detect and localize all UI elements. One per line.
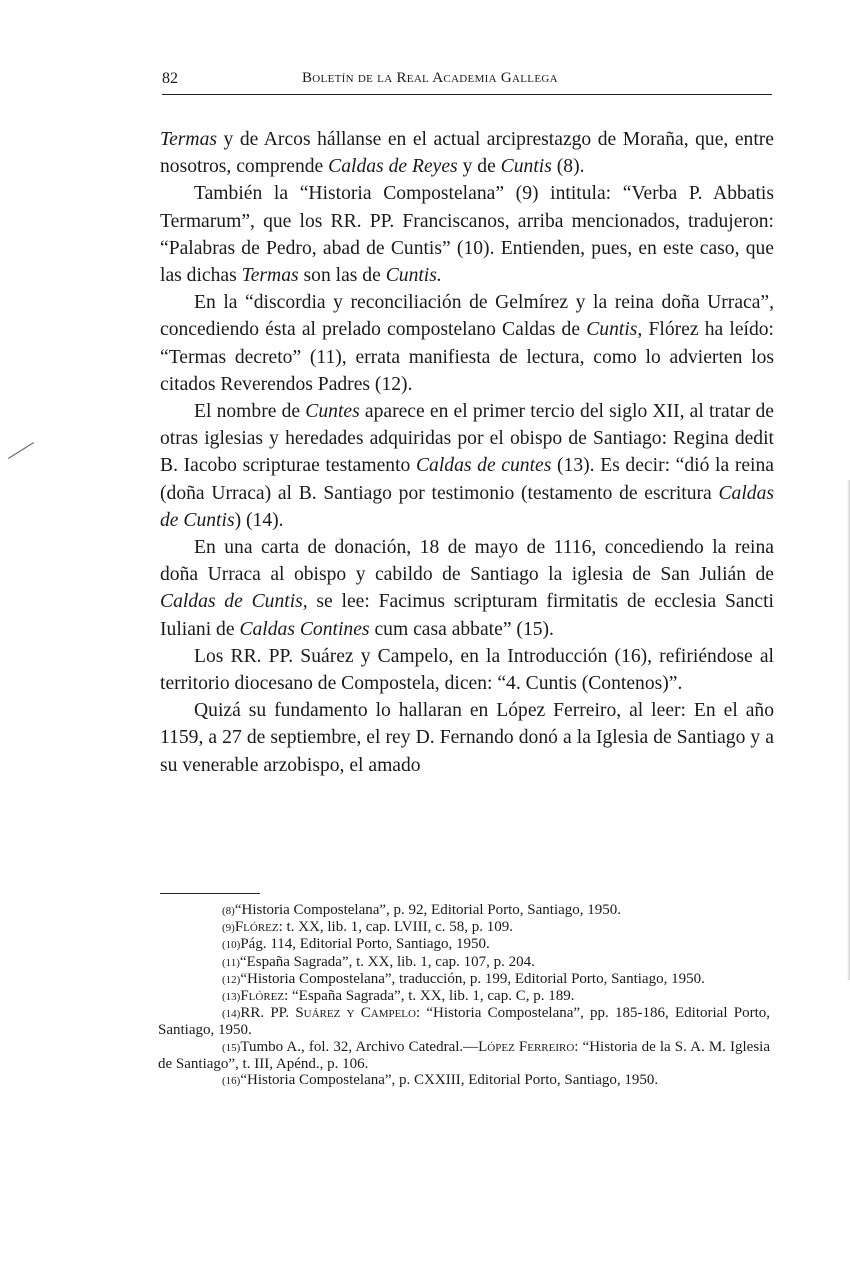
italic-term: Caldas de cuntes: [415, 455, 552, 477]
footnote-number: (11): [222, 956, 240, 969]
italic-term: Termas: [160, 129, 217, 150]
text-run: En una carta de donación, 18 de mayo de 1116, concediendo la reina doña Urraca al obispo y cabildo de Santiago la iglesia de San Julián de: [160, 537, 774, 586]
italic-term: Cuntis,: [586, 319, 643, 341]
text-run: Los RR. PP. Suárez y Campelo, en la Introducción (16), refiriéndose al territorio diocesano de Compostela, dicen: “4. Cuntis (Contenos)”.: [160, 645, 774, 695]
text-run: También la “Historia Compostelana” (9) intitula: “Verba P. Abbatis Termarum”, que los RR. PP. Franciscanos, arriba mencionados, tradujeron: “Palabras de Pedro, abad de Cuntis” (10). Entienden, pues, en este caso, que las dichas: [160, 183, 774, 287]
footnote: [158, 902, 770, 919]
paragraph: [160, 398, 774, 534]
footnote-number: (14): [222, 1008, 241, 1021]
italic-term: Cuntes: [305, 401, 360, 423]
paragraph: [160, 126, 774, 180]
paragraph: [160, 697, 774, 779]
text-run: Quizá su fundamento lo hallaran en López Ferreiro, al leer: En el año 1159, a 27 de septiembre, el rey D. Fernando donó a la Iglesia de Santiago y a su venerable arzobispo, el amado: [160, 700, 774, 776]
footnote-text: Tumbo A., fol. 32, Archivo Catedral.—: [240, 1038, 479, 1055]
footnote-text: Pág. 114, Editorial Porto, Santiago, 1950.: [240, 936, 490, 953]
footnote-author: López Ferreiro: [478, 1038, 575, 1055]
footnote: [158, 919, 770, 936]
italic-term: Caldas Contines: [239, 618, 370, 640]
footnote-number: (12): [222, 973, 241, 986]
page-number: 82: [162, 70, 178, 87]
footnote-author: Flórez: [240, 988, 285, 1005]
text-run: ) (14).: [234, 509, 284, 531]
footnote-text: : “Historia Compostelana”, pp. 185-186, Editorial Porto, Santiago, 1950.: [158, 1005, 770, 1039]
footnote-author: RR. PP. Suárez y Campelo: [240, 1005, 416, 1022]
footnote-text: “España Sagrada”, t. XX, lib. 1, cap. 107, p. 204.: [239, 953, 535, 970]
footnote-number: (9): [222, 922, 235, 935]
text-run: y de Arcos hállanse en el actual arciprestazgo de Moraña, que, entre nosotros, comprende: [160, 129, 774, 178]
footnotes: [158, 902, 770, 1089]
footnote-divider: [160, 893, 260, 894]
footnote-text: : “Historia de la S. A. M. Iglesia de Santiago”, t. III, Apénd., p. 106.: [158, 1038, 770, 1072]
footnote: [158, 1039, 770, 1072]
text-run: En la “discordia y reconciliación de Gelmírez y la reina doña Urraca”, concediendo ésta al prelado compostelano Caldas de: [160, 292, 774, 341]
footnote: [158, 988, 770, 1005]
paragraph: [160, 534, 774, 643]
footnote-number: (8): [222, 905, 235, 917]
text-run: y de: [457, 156, 501, 178]
footnote-text: “Historia Compostelana”, traducción, p. 199, Editorial Porto, Santiago, 1950.: [240, 970, 705, 987]
text-run: (8).: [551, 156, 585, 178]
paragraph: [160, 643, 774, 697]
text-run: cum casa abbate” (15).: [369, 618, 554, 640]
running-title: Boletín de la Real Academia Gallega: [302, 70, 558, 86]
footnote-text: : t. XX, lib. 1, cap. LVIII, c. 58, p. 109.: [278, 919, 514, 936]
italic-term: Cuntis.: [385, 265, 442, 287]
footnote-text: : “España Sagrada”, t. XX, lib. 1, cap. C, p. 189.: [284, 988, 575, 1005]
text-run: aparece en el primer tercio del siglo XII, al tratar de otras iglesias y heredades adquiridas por el obispo de Santiago: Regina dedit B. Iacobo scripturae testamento: [160, 401, 774, 477]
text-run: son las de: [298, 265, 386, 287]
footnote-author: Flórez: [234, 919, 279, 936]
footnote-number: (10): [222, 939, 241, 952]
italic-term: Cuntis: [500, 156, 552, 178]
paragraph: [160, 289, 774, 398]
footnote: [158, 936, 770, 953]
footnote: [158, 1072, 770, 1089]
footnote-number: (15): [222, 1041, 241, 1054]
footnote-text: “Historia Compostelana”, p. 92, Editorial Porto, Santiago, 1950.: [234, 902, 622, 918]
italic-term: Termas: [241, 265, 299, 287]
margin-mark: [8, 442, 34, 459]
italic-term: Caldas de Reyes: [328, 156, 458, 178]
footnote: [158, 971, 770, 988]
footnote: [158, 1005, 770, 1038]
running-header: [162, 70, 772, 95]
footnote: [158, 954, 770, 971]
text-run: El nombre de: [194, 401, 306, 423]
paragraph: [160, 180, 774, 289]
text-run: (13). Es decir: “dió la reina (doña Urraca) al B. Santiago por testimonio (testamento de escritura: [160, 455, 774, 504]
footnote-number: (16): [222, 1075, 241, 1088]
footnote-number: (13): [222, 991, 241, 1004]
body-text: [160, 126, 774, 779]
italic-term: Caldas de Cuntis,: [160, 591, 308, 613]
italic-term: Caldas de Cuntis: [160, 482, 774, 531]
text-run: se lee: Facimus scripturam firmitatis de ecclesia Sancti Iuliani de: [160, 591, 774, 640]
footnote-text: “Historia Compostelana”, p. CXXIII, Editorial Porto, Santiago, 1950.: [240, 1072, 659, 1089]
text-run: Flórez ha leído: “Termas decreto” (11), errata manifiesta de lectura, como lo advierten los citados Reverendos Padres (12).: [160, 319, 774, 395]
